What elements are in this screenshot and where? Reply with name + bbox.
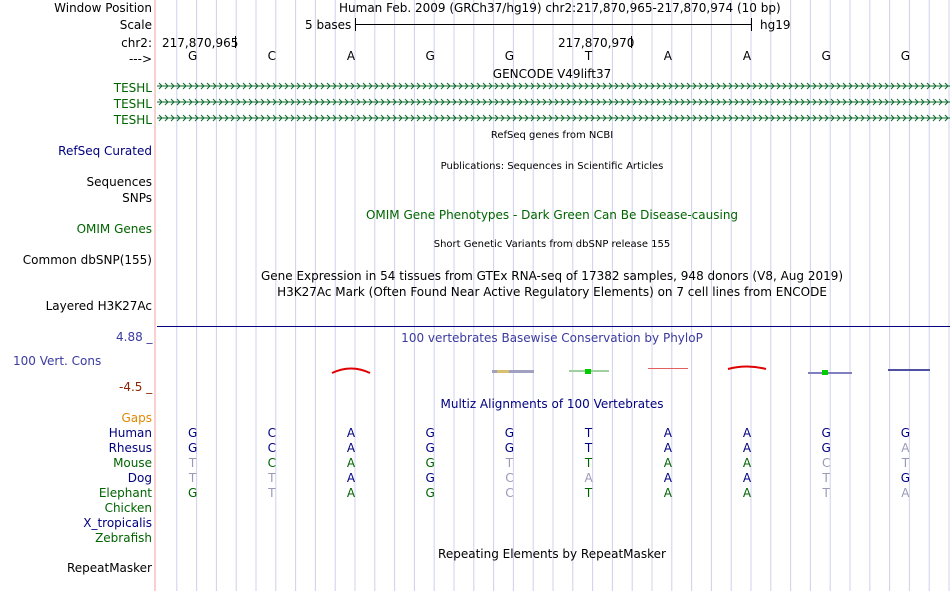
refseq-curated-label[interactable]: RefSeq Curated <box>58 144 152 158</box>
species-dog[interactable]: Dog <box>127 471 152 485</box>
coord-left-tick <box>235 36 236 48</box>
base-letter: G <box>821 49 831 63</box>
coord-left: 217,870,965 <box>162 36 239 50</box>
phylop-title[interactable]: 100 vertebrates Basewise Conservation by PhyloP <box>401 331 703 345</box>
window-position-value: Human Feb. 2009 (GRCh37/hg19) chr2:217,870,965-217,870,974 (10 bp) <box>339 1 781 15</box>
alignment-base: G <box>504 426 515 440</box>
alignment-base: A <box>663 456 672 470</box>
alignment-base: G <box>425 441 435 455</box>
alignment-base: T <box>268 486 276 500</box>
species-chicken[interactable]: Chicken <box>104 501 152 515</box>
phylop-mark-g3 <box>888 369 930 371</box>
alignment-base: A <box>346 486 356 500</box>
omim-title[interactable]: OMIM Gene Phenotypes - Dark Green Can Be Disease-causing <box>365 208 739 222</box>
alignment-base: G <box>425 486 435 500</box>
species-human[interactable]: Human <box>108 426 152 440</box>
alignment-base: A <box>346 471 356 485</box>
coord-mid: 217,870,970 <box>558 36 635 50</box>
alignment-base: A <box>346 441 356 455</box>
scale-label: Scale <box>119 18 152 32</box>
base-letter: A <box>346 49 356 63</box>
alignment-base: C <box>267 456 276 470</box>
species-mouse[interactable]: Mouse <box>113 456 152 470</box>
alignment-base: T <box>268 471 276 485</box>
alignment-base: T <box>584 486 593 500</box>
common-dbsnp-label[interactable]: Common dbSNP(155) <box>22 253 152 267</box>
sequences-label[interactable]: Sequences <box>86 175 152 189</box>
phylop-peak-a2 <box>728 367 766 370</box>
alignment-base: A <box>742 486 752 500</box>
base-letter: G <box>504 49 515 63</box>
phylop-min-label: -4.5 _ <box>119 380 153 394</box>
layered-h3k27ac-label[interactable]: Layered H3K27Ac <box>45 299 152 313</box>
alignment-base: A <box>901 486 910 500</box>
alignment-base: A <box>742 441 752 455</box>
phylop-max-label: 4.88 _ <box>116 330 153 344</box>
alignment-base: G <box>821 441 831 455</box>
phylop-peak-a <box>332 369 370 374</box>
alignment-base: T <box>901 456 910 470</box>
alignment-base: T <box>188 456 197 470</box>
chrom-label: chr2: <box>121 36 152 50</box>
scale-text: 5 bases <box>305 18 352 32</box>
repeatmasker-label[interactable]: RepeatMasker <box>66 561 152 575</box>
alignment-base: G <box>900 426 911 440</box>
alignment-base: C <box>505 486 514 500</box>
gtex-title[interactable]: Gene Expression in 54 tissues from GTEx RNA-seq of 17382 samples, 948 donors (V8, Aug 2019) <box>260 269 844 283</box>
alignment-base: T <box>822 471 830 485</box>
alignment-base: T <box>822 486 830 500</box>
alignment-base: A <box>663 471 672 485</box>
alignment-base: A <box>663 486 672 500</box>
gencode-title[interactable]: GENCODE V49lift37 <box>492 67 612 81</box>
alignment-base: C <box>267 426 276 440</box>
alignment-base: G <box>821 426 831 440</box>
publications-title[interactable]: Publications: Sequences in Scientific Articles <box>440 161 664 172</box>
alignment-base: C <box>267 441 276 455</box>
alignment-base: G <box>425 456 435 470</box>
snps-label[interactable]: SNPs <box>122 191 152 205</box>
species-zebrafish[interactable]: Zebrafish <box>95 531 152 545</box>
alignment-base: T <box>584 456 593 470</box>
gencode-transcripts[interactable] <box>157 82 950 126</box>
coord-mid-tick <box>631 36 632 48</box>
scale-db: hg19 <box>760 18 791 32</box>
species-rhesus[interactable]: Rhesus <box>108 441 152 455</box>
alignment-base: G <box>187 426 198 440</box>
alignment-base: A <box>584 471 593 485</box>
phylop-mark-t-green <box>585 369 591 374</box>
base-letter: G <box>900 49 911 63</box>
teshl-label-3[interactable]: TESHL <box>113 113 152 127</box>
scale-bar-left-tick <box>355 18 356 31</box>
h3k27ac-title[interactable]: H3K27Ac Mark (Often Found Near Active Regulatory Elements) on 7 cell lines from ENCODE <box>277 285 827 299</box>
alignment-base: G <box>900 471 911 485</box>
base-letter: A <box>663 49 672 63</box>
gaps-label[interactable]: Gaps <box>121 411 152 425</box>
alignment-base: G <box>425 471 435 485</box>
alignment-base: T <box>584 426 593 440</box>
alignment-base: A <box>742 426 752 440</box>
h3k27ac-baseline <box>157 326 950 327</box>
alignment-base: A <box>901 441 910 455</box>
omim-genes-label[interactable]: OMIM Genes <box>76 222 152 236</box>
window-position-label: Window Position <box>54 1 152 15</box>
base-letter: G <box>425 49 435 63</box>
alignment-base: G <box>187 486 198 500</box>
alignment-base: A <box>346 456 356 470</box>
alignment-base: T <box>505 456 514 470</box>
species-x-tropicalis[interactable]: X_tropicalis <box>83 516 152 530</box>
refseq-title[interactable]: RefSeq genes from NCBI <box>490 130 614 141</box>
base-letter: G <box>187 49 198 63</box>
teshl-label-1[interactable]: TESHL <box>113 81 152 95</box>
alignment-base: A <box>742 471 752 485</box>
phylop-signal[interactable] <box>157 360 950 380</box>
base-letter: A <box>742 49 752 63</box>
alignment-base: T <box>584 441 593 455</box>
alignment-base: A <box>742 456 752 470</box>
alignment-base: A <box>663 441 672 455</box>
strand-label: ---> <box>128 52 152 66</box>
alignment-base: T <box>188 471 197 485</box>
alignment-base: C <box>505 471 514 485</box>
multiz-title[interactable]: Multiz Alignments of 100 Vertebrates <box>440 397 664 411</box>
base-letter: C <box>267 49 276 63</box>
alignment-base: A <box>346 426 356 440</box>
dbsnp-title[interactable]: Short Genetic Variants from dbSNP release 155 <box>433 239 671 250</box>
alignment-base: A <box>663 426 672 440</box>
alignment-base: C <box>821 456 831 470</box>
scale-bar-right-tick <box>751 18 752 31</box>
alignment-base: G <box>425 426 435 440</box>
species-elephant[interactable]: Elephant <box>98 486 152 500</box>
repeatmasker-title[interactable]: Repeating Elements by RepeatMasker <box>438 547 666 561</box>
phylop-track-label[interactable]: 100 Vert. Cons <box>13 354 102 368</box>
alignment-base: G <box>187 441 198 455</box>
alignment-base: G <box>504 441 515 455</box>
phylop-mark-a1 <box>648 368 688 369</box>
phylop-mark-g2 <box>808 372 852 374</box>
phylop-mark-g2-green <box>822 370 828 375</box>
scale-bar <box>355 24 751 25</box>
base-letter: T <box>584 49 593 63</box>
phylop-mark-g1-color <box>497 370 509 373</box>
teshl-label-2[interactable]: TESHL <box>113 97 152 111</box>
